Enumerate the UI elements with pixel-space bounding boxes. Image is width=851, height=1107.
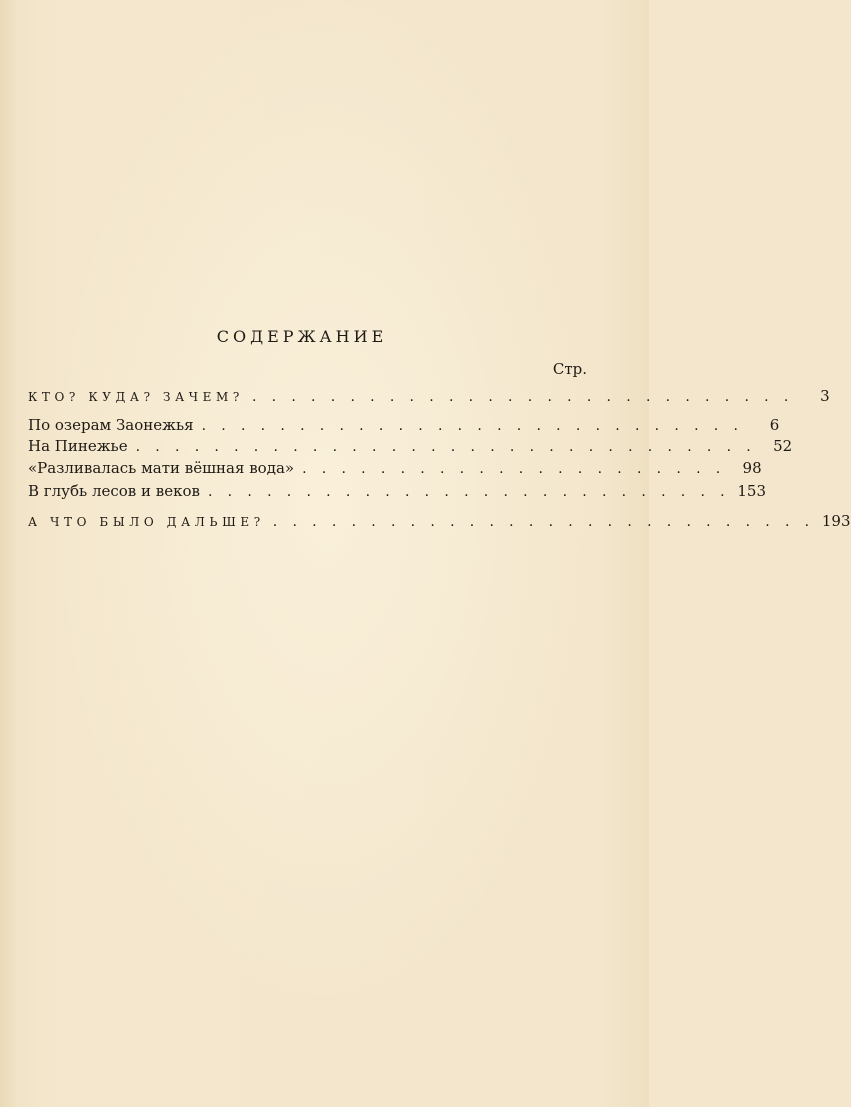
dot-leader: . . . . . . . . . . . . . . . . . . . . . . . . . . . . [272, 514, 815, 530]
dot-leader: . . . . . . . . . . . . . . . . . . . . . . . . . . . . [201, 418, 744, 434]
toc-entry-page: 6 [769, 416, 780, 434]
toc-entry-title: «Разливалась мати вёшная вода» [28, 459, 295, 477]
dot-leader: . . . . . . . . . . . . . . . . . . . . . . . . . . . . . . . . [135, 439, 757, 455]
page-column-label: Стр. [552, 360, 587, 378]
toc-entry-title: На Пинежье [28, 437, 128, 455]
toc-entry-title: КТО? КУДА? ЗАЧЕМ? [28, 390, 244, 404]
dot-leader: . . . . . . . . . . . . . . . . . . . . . . [302, 461, 726, 477]
page-title: СОДЕРЖАНИЕ [216, 327, 388, 346]
toc-entry-title: По озерам Заонежья [28, 416, 194, 434]
toc-entry-page: 153 [737, 482, 767, 500]
toc-entry [28, 482, 767, 500]
toc-entry-page: 52 [773, 437, 793, 455]
toc-entry-title: В глубь лесов и веков [28, 482, 200, 500]
toc-entry [28, 512, 851, 530]
toc-entry [28, 437, 793, 455]
toc-entry [28, 387, 830, 405]
toc-entry [28, 416, 780, 434]
toc-entry-title: А ЧТО БЫЛО ДАЛЬШЕ? [28, 515, 265, 529]
dot-leader: . . . . . . . . . . . . . . . . . . . . . . . . . . . [207, 484, 731, 500]
toc-entry-page: 3 [820, 387, 830, 405]
toc-entry [28, 459, 762, 477]
toc-entry-page: 193 [821, 512, 851, 530]
dot-leader: . . . . . . . . . . . . . . . . . . . . . . . . . . . . [251, 389, 794, 405]
toc-entry-page: 98 [742, 459, 762, 477]
